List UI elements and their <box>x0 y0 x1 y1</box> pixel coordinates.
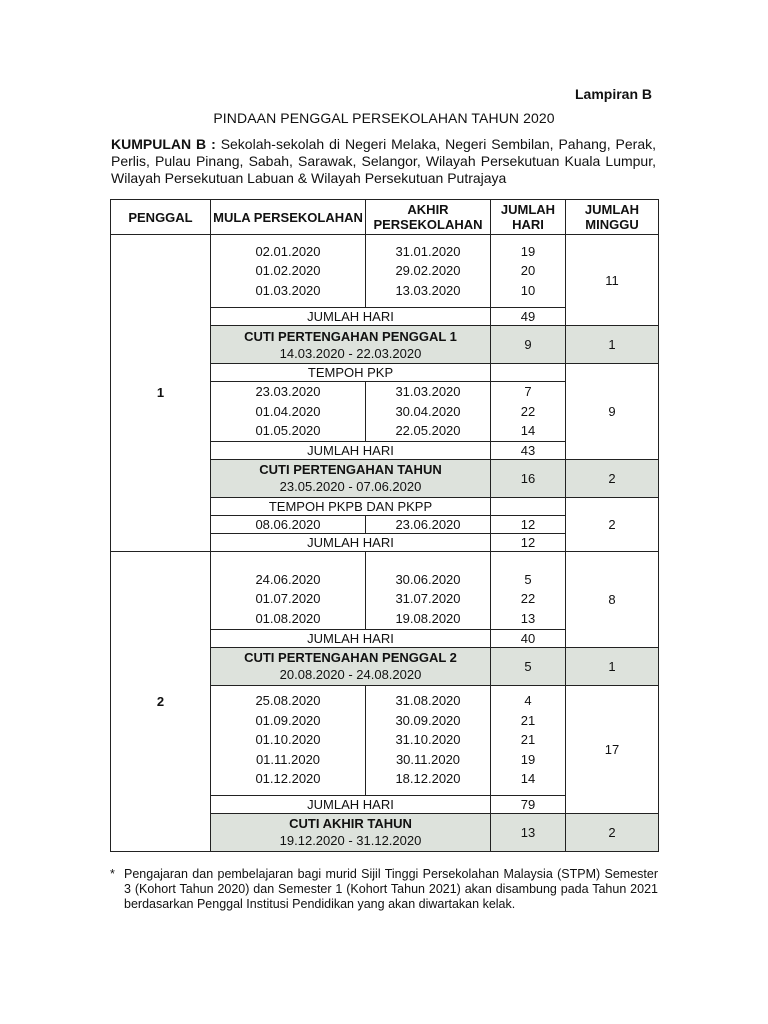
date-line: 01.08.2020 <box>255 610 321 626</box>
date-line: 30.04.2020 <box>395 403 461 419</box>
hari-line: 22 <box>520 591 536 607</box>
kumpulan-text: Sekolah-sekolah di Negeri Melaka, Negeri Sembilan, Pahang, Perak, Perlis, Pulau Pinang, Sabah, Sarawak, Selangor, Wilayah Persekutuan Kuala Lumpur, Wilayah Persekutuan Labuan & Wilayah Persekutuan Putrajaya <box>111 136 657 186</box>
date-line: 29.02.2020 <box>395 263 461 279</box>
cuti-cell <box>211 459 491 497</box>
penggal-2-cell: 2 <box>111 551 211 851</box>
cuti-name: CUTI PERTENGAHAN PENGGAL 1 <box>244 328 457 344</box>
kumpulan-label: KUMPULAN B : <box>111 136 216 152</box>
table-row <box>111 235 659 308</box>
hari-line: 7 <box>524 384 532 399</box>
hari-line: 20 <box>520 263 536 279</box>
cuti-minggu: 2 <box>566 459 659 497</box>
cuti-dates: 23.05.2020 - 07.06.2020 <box>279 479 422 494</box>
date-line: 01.02.2020 <box>255 263 321 279</box>
cuti-name: CUTI PERTENGAHAN TAHUN <box>259 462 442 477</box>
jumlah-hari-value: 43 <box>491 441 566 459</box>
cuti-minggu: 2 <box>566 813 659 851</box>
empty-cell <box>491 364 566 382</box>
jumlah-hari-value: 12 <box>491 533 566 551</box>
cuti-dates: 19.12.2020 - 31.12.2020 <box>279 833 422 848</box>
date-line: 31.07.2020 <box>395 591 461 607</box>
akhir-cell <box>366 551 491 629</box>
header-jumlah-minggu: JUMLAH MINGGU <box>566 200 659 235</box>
hari-line: 4 <box>524 693 532 709</box>
table-row <box>111 551 659 629</box>
date-line: 31.01.2020 <box>395 243 461 259</box>
cuti-hari: 9 <box>491 326 566 364</box>
hari-cell <box>491 382 566 442</box>
cuti-hari: 5 <box>491 647 566 685</box>
hari-cell <box>491 551 566 629</box>
akhir-cell: 23.06.2020 <box>366 515 491 533</box>
header-akhir: AKHIR PERSEKOLAHAN <box>366 200 491 235</box>
date-line: 31.10.2020 <box>395 732 461 748</box>
date-line: 01.11.2020 <box>255 751 321 767</box>
jumlah-hari-label: JUMLAH HARI <box>211 441 491 459</box>
schedule-table <box>110 199 659 852</box>
penggal-1-cell: 1 <box>111 235 211 552</box>
date-line: 01.07.2020 <box>255 591 321 607</box>
hari-line: 13 <box>520 610 536 626</box>
hari-line: 19 <box>520 751 536 767</box>
header-penggal: PENGGAL <box>111 200 211 235</box>
jumlah-hari-value: 40 <box>491 629 566 647</box>
date-line: 31.08.2020 <box>395 693 461 709</box>
hari-cell <box>491 235 566 308</box>
cuti-cell <box>211 326 491 364</box>
hari-cell: 12 <box>491 515 566 533</box>
mula-cell <box>211 382 366 442</box>
minggu-cell: 2 <box>566 497 659 551</box>
hari-line: 10 <box>520 282 536 298</box>
akhir-cell <box>366 382 491 442</box>
date-line: 01.05.2020 <box>255 423 321 438</box>
minggu-cell: 11 <box>566 235 659 326</box>
cuti-name: CUTI PERTENGAHAN PENGGAL 2 <box>244 650 457 665</box>
cuti-cell <box>211 813 491 851</box>
date-line: 30.11.2020 <box>395 751 461 767</box>
jumlah-hari-value: 49 <box>491 308 566 326</box>
date-line: 19.08.2020 <box>395 610 461 626</box>
footnote <box>110 867 658 912</box>
minggu-cell: 8 <box>566 551 659 647</box>
date-line: 25.08.2020 <box>255 693 321 709</box>
date-line: 01.10.2020 <box>255 732 321 748</box>
cuti-name: CUTI AKHIR TAHUN <box>289 816 412 831</box>
empty-cell <box>491 497 566 515</box>
cuti-dates: 20.08.2020 - 24.08.2020 <box>279 667 422 682</box>
hari-line: 19 <box>520 243 536 259</box>
kumpulan-description <box>111 136 656 187</box>
date-line: 18.12.2020 <box>395 771 461 787</box>
lampiran-label: Lampiran B <box>574 86 652 102</box>
cuti-hari: 13 <box>491 813 566 851</box>
hari-line: 14 <box>520 423 536 438</box>
hari-line: 22 <box>520 403 536 419</box>
cuti-dates: 14.03.2020 - 22.03.2020 <box>279 345 422 361</box>
date-line: 30.06.2020 <box>395 571 461 587</box>
date-line: 01.03.2020 <box>255 282 321 298</box>
cuti-hari: 16 <box>491 459 566 497</box>
date-line: 22.05.2020 <box>395 423 461 438</box>
hari-line: 14 <box>520 771 536 787</box>
tempoh-pkp-label: TEMPOH PKP <box>211 364 491 382</box>
date-line: 24.06.2020 <box>255 571 321 587</box>
header-jumlah-hari: JUMLAH HARI <box>491 200 566 235</box>
hari-line: 5 <box>524 571 532 587</box>
cuti-cell <box>211 647 491 685</box>
date-line: 13.03.2020 <box>395 282 461 298</box>
date-line: 02.01.2020 <box>255 243 321 259</box>
mula-cell <box>211 551 366 629</box>
akhir-cell <box>366 685 491 795</box>
date-line: 01.12.2020 <box>255 771 321 787</box>
cuti-minggu: 1 <box>566 647 659 685</box>
header-mula: MULA PERSEKOLAHAN <box>211 200 366 235</box>
date-line: 01.04.2020 <box>255 403 321 419</box>
table-header-row <box>111 200 659 235</box>
hari-cell <box>491 685 566 795</box>
jumlah-hari-label: JUMLAH HARI <box>211 629 491 647</box>
page-title: PINDAAN PENGGAL PERSEKOLAHAN TAHUN 2020 <box>213 110 555 126</box>
date-line: 01.09.2020 <box>255 712 321 728</box>
date-line: 23.03.2020 <box>255 384 321 399</box>
jumlah-hari-label: JUMLAH HARI <box>211 795 491 813</box>
hari-line: 21 <box>520 712 536 728</box>
minggu-cell: 9 <box>566 364 659 460</box>
footnote-text: Pengajaran dan pembelajaran bagi murid Sijil Tinggi Persekolahan Malaysia (STPM) Semester 3 (Kohort Tahun 2020) dan Semester 1 (Kohort Tahun 2021) akan disambung pada Tahun 2021 berdasarkan Penggal Institusi Pendidikan yang akan diwartakan kelak. <box>124 867 658 911</box>
cuti-minggu: 1 <box>566 326 659 364</box>
akhir-cell <box>366 235 491 308</box>
jumlah-hari-label: JUMLAH HARI <box>211 308 491 326</box>
hari-line: 21 <box>520 732 536 748</box>
minggu-cell: 17 <box>566 685 659 813</box>
jumlah-hari-value: 79 <box>491 795 566 813</box>
mula-cell <box>211 235 366 308</box>
mula-cell <box>211 685 366 795</box>
mula-cell: 08.06.2020 <box>211 515 366 533</box>
footnote-mark: * <box>110 867 115 881</box>
tempoh-pkpb-label: TEMPOH PKPB DAN PKPP <box>211 497 491 515</box>
date-line: 31.03.2020 <box>395 384 461 399</box>
jumlah-hari-label: JUMLAH HARI <box>211 533 491 551</box>
date-line: 30.09.2020 <box>395 712 461 728</box>
